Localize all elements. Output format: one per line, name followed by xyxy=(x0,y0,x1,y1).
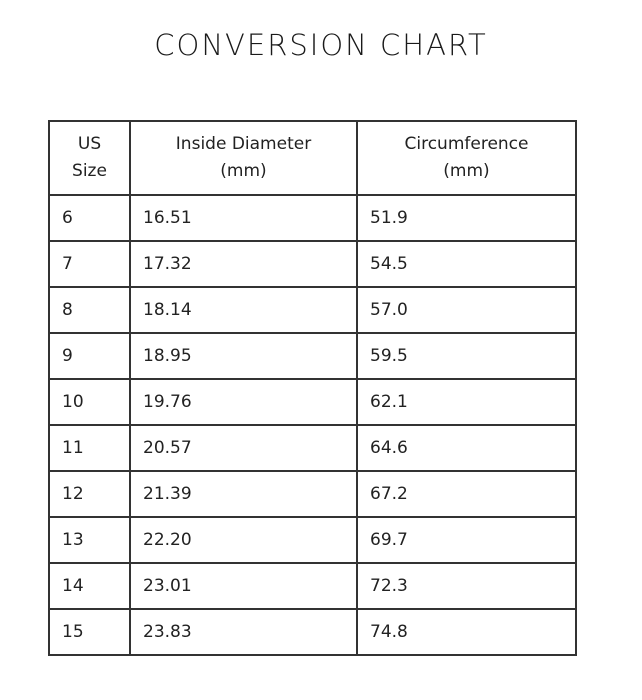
header-circumference-line1: Circumference xyxy=(404,134,529,154)
table-row xyxy=(49,425,576,471)
table-row xyxy=(49,379,576,425)
size-cell: 11 xyxy=(49,425,130,471)
header-us-size-line1: US xyxy=(77,134,102,154)
circumference-cell: 69.7 xyxy=(357,517,576,563)
circumference-cell: 54.5 xyxy=(357,241,576,287)
table-row xyxy=(49,609,576,655)
diameter-cell: 20.57 xyxy=(130,425,357,471)
diameter-cell: 21.39 xyxy=(130,471,357,517)
circumference-cell: 62.1 xyxy=(357,379,576,425)
header-circumference-line2: (mm) xyxy=(443,161,490,181)
size-cell: 9 xyxy=(49,333,130,379)
table-row xyxy=(49,563,576,609)
size-cell: 15 xyxy=(49,609,130,655)
size-cell: 10 xyxy=(49,379,130,425)
conversion-table xyxy=(48,120,577,656)
size-cell: 6 xyxy=(49,195,130,241)
circumference-cell: 72.3 xyxy=(357,563,576,609)
header-row xyxy=(49,121,576,195)
diameter-cell: 23.83 xyxy=(130,609,357,655)
table-row xyxy=(49,517,576,563)
diameter-cell: 16.51 xyxy=(130,195,357,241)
circumference-cell: 64.6 xyxy=(357,425,576,471)
size-cell: 14 xyxy=(49,563,130,609)
circumference-cell: 57.0 xyxy=(357,287,576,333)
table-row xyxy=(49,333,576,379)
table-row xyxy=(49,195,576,241)
table-row xyxy=(49,241,576,287)
header-inside-diameter-line2: (mm) xyxy=(220,161,267,181)
circumference-cell: 67.2 xyxy=(357,471,576,517)
header-circumference xyxy=(357,121,576,195)
diameter-cell: 18.95 xyxy=(130,333,357,379)
size-cell: 13 xyxy=(49,517,130,563)
circumference-cell: 59.5 xyxy=(357,333,576,379)
size-cell: 8 xyxy=(49,287,130,333)
page-title: CONVERSION CHART xyxy=(154,28,488,62)
diameter-cell: 17.32 xyxy=(130,241,357,287)
size-cell: 7 xyxy=(49,241,130,287)
diameter-cell: 18.14 xyxy=(130,287,357,333)
size-cell: 12 xyxy=(49,471,130,517)
header-us-size-line2: Size xyxy=(72,161,107,181)
header-inside-diameter-line1: Inside Diameter xyxy=(175,134,312,154)
diameter-cell: 23.01 xyxy=(130,563,357,609)
diameter-cell: 22.20 xyxy=(130,517,357,563)
diameter-cell: 19.76 xyxy=(130,379,357,425)
header-inside-diameter xyxy=(130,121,357,195)
table-row xyxy=(49,471,576,517)
header-us-size xyxy=(49,121,130,195)
circumference-cell: 74.8 xyxy=(357,609,576,655)
table-row xyxy=(49,287,576,333)
circumference-cell: 51.9 xyxy=(357,195,576,241)
